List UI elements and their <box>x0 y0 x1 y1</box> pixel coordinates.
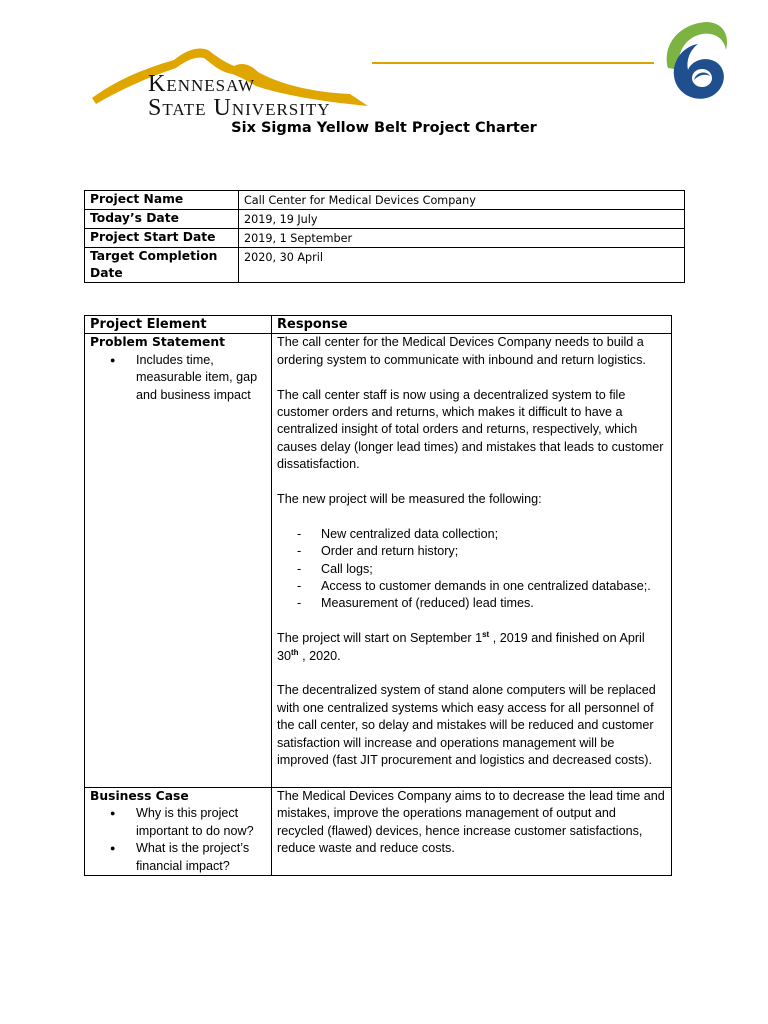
project-name-value: Call Center for Medical Devices Company <box>239 191 685 210</box>
ksu-wordmark-line1: Kennesaw <box>148 71 256 97</box>
list-item: - New centralized data collection; <box>321 526 666 543</box>
completion-date-label: Target Completion Date <box>85 248 239 283</box>
list-item: - Call logs; <box>321 561 666 578</box>
header-divider-line <box>372 62 654 64</box>
completion-date-value: 2020, 30 April <box>239 248 685 283</box>
measures-list <box>277 526 666 613</box>
schedule-text: , 2019 and finished on April 30 <box>277 631 645 663</box>
todays-date-value: 2019, 19 July <box>239 210 685 229</box>
business-case-title: Business Case <box>90 788 189 803</box>
list-item: - Order and return history; <box>321 543 666 560</box>
problem-statement-title: Problem Statement <box>90 335 226 350</box>
start-date-label: Project Start Date <box>85 229 239 248</box>
list-item: ● Includes time, measurable item, gap and business impact <box>136 352 266 404</box>
list-item: ● What is the project’s financial impact? <box>136 840 266 875</box>
schedule-superscript: th <box>291 647 299 657</box>
table-row <box>85 787 672 875</box>
problem-statement-cell <box>85 334 272 787</box>
project-name-label: Project Name <box>85 191 239 210</box>
response-paragraph: The decentralized system of stand alone computers will be replaced with one centralized systems which easy access for all personnel of the call center, so delay and mistakes will be reduced and customer satisfaction will increase and operations management will be improved (fast JIT procurement and logistics and decreased costs). <box>277 683 656 768</box>
list-item: - Measurement of (reduced) lead times. <box>321 595 666 612</box>
ksu-wordmark <box>92 72 331 120</box>
start-date-value: 2019, 1 September <box>239 229 685 248</box>
table-row <box>85 229 685 248</box>
six-sigma-logo-icon <box>654 16 734 106</box>
response-paragraph: The call center staff is now using a decentralized system to file customer orders and returns, which makes it difficult to have a centralized insight of total orders and returns, respectively, which causes delay (longer lead times) and mistakes that leads to customer dissatisfaction. <box>277 387 664 472</box>
schedule-paragraph <box>277 630 666 665</box>
response-paragraph: The new project will be measured the following: <box>277 492 542 507</box>
ksu-wordmark-line2: State University <box>148 95 331 121</box>
project-element-header: Project Element <box>85 316 272 334</box>
business-case-response: The Medical Devices Company aims to to decrease the lead time and mistakes, improve the operations management of output and recycled (flawed) devices, hence increase customer satisfactions, reduce waste and reduce costs. <box>272 787 672 875</box>
list-item: ● Why is this project important to do now? <box>136 805 266 840</box>
response-paragraph: The call center for the Medical Devices Company needs to build a ordering system to communicate with inbound and return logistics. <box>277 335 646 367</box>
response-header: Response <box>272 316 672 334</box>
table-header-row <box>85 316 672 334</box>
schedule-text: , 2020. <box>298 648 341 663</box>
table-row <box>85 334 672 787</box>
problem-statement-bullets <box>90 352 266 404</box>
schedule-text: The project will start on September 1 <box>277 631 483 646</box>
table-row <box>85 191 685 210</box>
project-element-table <box>84 315 672 876</box>
project-info-table <box>84 190 685 283</box>
list-item: - Access to customer demands in one centralized database;. <box>321 578 666 595</box>
problem-statement-response <box>272 334 672 787</box>
schedule-superscript: st <box>482 630 490 640</box>
table-row <box>85 248 685 283</box>
business-case-bullets <box>90 805 266 875</box>
table-row <box>85 210 685 229</box>
document-title: Six Sigma Yellow Belt Project Charter <box>231 120 537 136</box>
business-case-cell <box>85 787 272 875</box>
todays-date-label: Today’s Date <box>85 210 239 229</box>
